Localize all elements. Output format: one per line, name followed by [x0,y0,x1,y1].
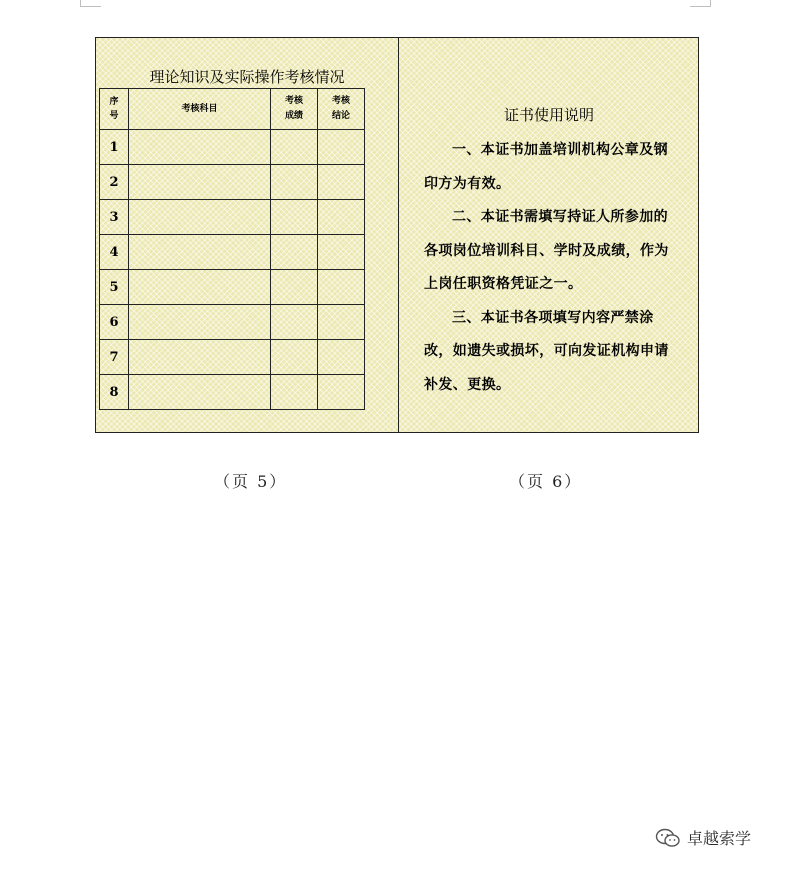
table-header-row [100,89,365,130]
score-cell [271,235,318,270]
certificate-spread [95,37,699,433]
conclusion-cell [318,200,365,235]
conclusion-cell [318,375,365,410]
table-row [100,165,365,200]
table-row [100,305,365,340]
conclusion-cell [318,340,365,375]
conclusion-cell [318,270,365,305]
watermark-text: 卓越索学 [687,829,752,848]
conclusion-cell [318,165,365,200]
assessment-table [99,88,365,410]
score-cell [271,305,318,340]
page-label-5: （页 5） [214,472,288,491]
instruction-paragraph: 一、本证书加盖培训机构公章及钢印方为有效。 [424,142,668,192]
score-cell [271,270,318,305]
subject-cell [129,165,271,200]
header-seq: 序号 [100,89,129,130]
subject-cell [129,235,271,270]
table-row [100,200,365,235]
row-number: 6 [100,305,129,340]
row-number: 2 [100,165,129,200]
conclusion-cell [318,305,365,340]
table-row [100,270,365,305]
score-cell [271,130,318,165]
subject-cell [129,305,271,340]
page-divider [398,38,399,432]
usage-instructions [424,134,674,402]
subject-cell [129,130,271,165]
header-conclusion: 考核结论 [318,89,365,130]
subject-cell [129,375,271,410]
subject-cell [129,200,271,235]
subject-cell [129,270,271,305]
row-number: 8 [100,375,129,410]
header-score: 考核成绩 [271,89,318,130]
table-row [100,235,365,270]
wechat-icon [655,828,681,848]
assessment-title: 理论知识及实际操作考核情况 [149,68,345,86]
score-cell [271,375,318,410]
page-label-6: （页 6） [509,472,583,491]
table-row [100,130,365,165]
score-cell [271,340,318,375]
row-number: 3 [100,200,129,235]
subject-cell [129,340,271,375]
conclusion-cell [318,130,365,165]
table-row [100,340,365,375]
wechat-watermark [655,826,751,849]
score-cell [271,165,318,200]
page-corner-mark-left [80,0,101,7]
row-number: 7 [100,340,129,375]
usage-instructions-title: 证书使用说明 [503,106,594,124]
instruction-paragraph: 三、本证书各项填写内容严禁涂改，如遗失或损坏，可向发证机构申请补发、更换。 [424,309,669,393]
page-corner-mark-right [690,0,711,7]
instruction-paragraph: 二、本证书需填写持证人所参加的各项岗位培训科目、学时及成绩，作为上岗任职资格凭证之一。 [424,209,669,292]
row-number: 1 [100,130,129,165]
conclusion-cell [318,235,365,270]
header-subject: 考核科目 [129,89,271,130]
row-number: 4 [100,235,129,270]
table-row [100,375,365,410]
score-cell [271,200,318,235]
row-number: 5 [100,270,129,305]
